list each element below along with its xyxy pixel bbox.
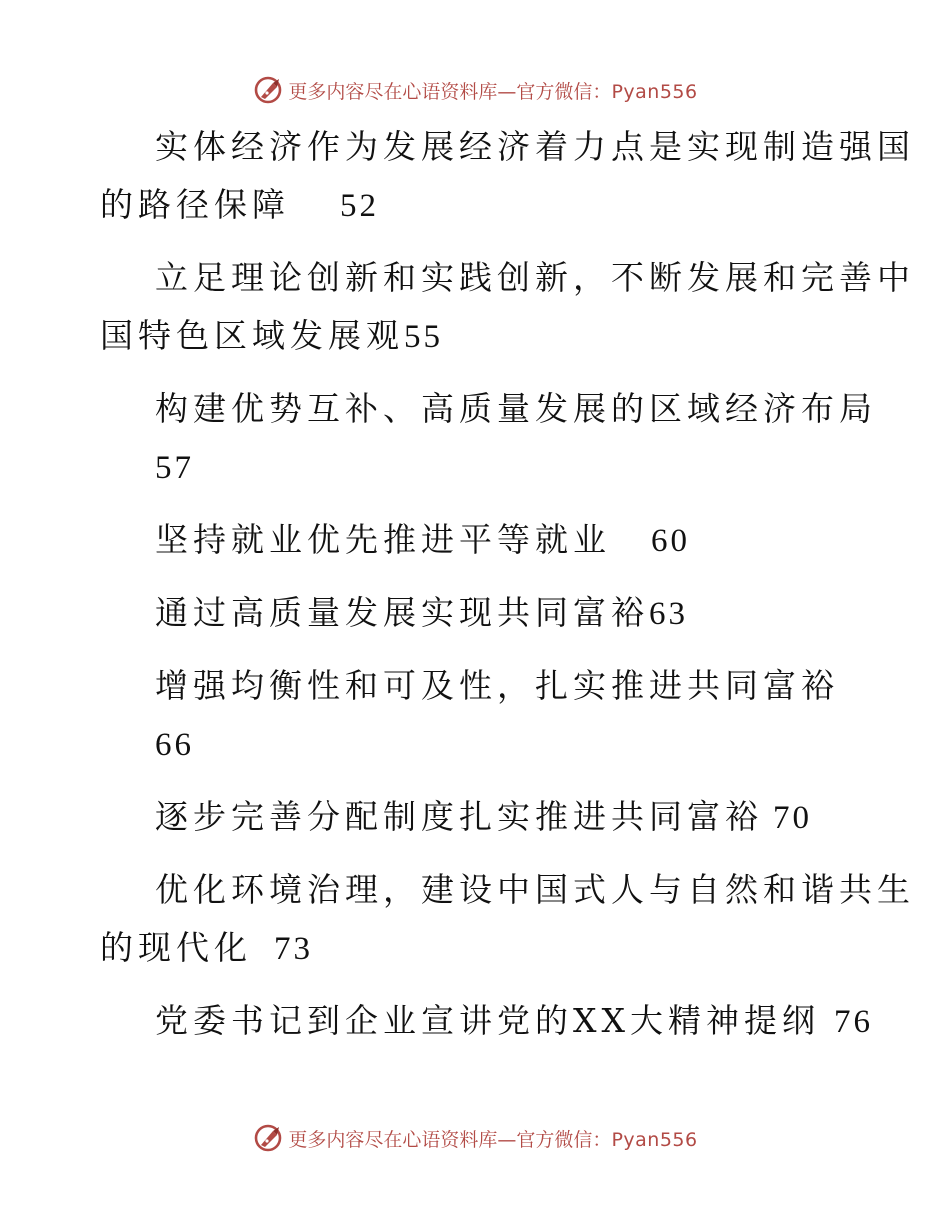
toc-entry-title: 立足理论创新和实践创新，不断发展和完善中	[155, 258, 915, 297]
toc-entry-title: 优化环境治理，建设中国式人与自然和谐共生	[155, 870, 915, 909]
toc-entry-title: 实体经济作为发展经济着力点是实现制造强国	[155, 127, 915, 166]
toc-entry-page: 76	[834, 1004, 873, 1040]
footer-banner-wechat-id: Pyan556	[611, 1128, 698, 1151]
toc-list	[0, 118, 950, 1050]
toc-entry[interactable]	[0, 788, 950, 846]
toc-entry[interactable]	[0, 249, 950, 365]
toc-entry-title: 逐步完善分配制度扎实推进共同富裕	[155, 797, 763, 836]
toc-entry-page: 52	[340, 188, 379, 224]
footer-banner-title: 更多内容尽在心语资料库	[288, 1128, 498, 1151]
toc-entry-title-continued: 的路径保障	[100, 185, 290, 224]
toc-entry[interactable]	[0, 657, 950, 773]
toc-entry-title: 通过高质量发展实现共同富裕	[155, 593, 649, 632]
toc-entry-page: 57	[155, 450, 194, 486]
toc-entry[interactable]	[0, 511, 950, 569]
toc-entry-title: 增强均衡性和可及性，扎实推进共同富裕	[155, 666, 839, 705]
toc-entry[interactable]	[0, 380, 950, 496]
pen-nib-logo-icon	[252, 1122, 284, 1154]
toc-entry-title-continued: 国特色区域发展观	[100, 316, 404, 355]
toc-entry-title: 党委书记到企业宣讲党的XX大精神提纲	[155, 1001, 820, 1040]
header-banner	[0, 70, 950, 110]
toc-entry-page: 63	[649, 596, 688, 632]
toc-entry-page: 70	[773, 800, 812, 836]
toc-entry-page: 73	[274, 931, 313, 967]
banner-wechat-label: 官方微信：	[516, 80, 612, 103]
banner-title: 更多内容尽在心语资料库	[288, 80, 498, 103]
toc-entry-page: 55	[404, 319, 443, 355]
toc-entry[interactable]	[0, 584, 950, 642]
toc-entry-page: 60	[651, 523, 690, 559]
pen-nib-logo-icon	[252, 74, 284, 106]
footer-banner-dash: —	[497, 1128, 517, 1151]
footer-banner-wechat-label: 官方微信：	[516, 1128, 612, 1151]
banner-wechat-id: Pyan556	[611, 80, 698, 103]
toc-entry[interactable]	[0, 118, 950, 234]
banner-dash: —	[497, 80, 517, 103]
toc-entry-title: 构建优势互补、高质量发展的区域经济布局	[155, 389, 877, 428]
toc-entry[interactable]	[0, 992, 950, 1050]
toc-entry-title: 坚持就业优先推进平等就业	[155, 520, 611, 559]
toc-entry-title-continued: 的现代化	[100, 928, 252, 967]
toc-entry[interactable]	[0, 861, 950, 977]
toc-entry-page: 66	[155, 727, 194, 763]
footer-banner	[0, 1118, 950, 1158]
